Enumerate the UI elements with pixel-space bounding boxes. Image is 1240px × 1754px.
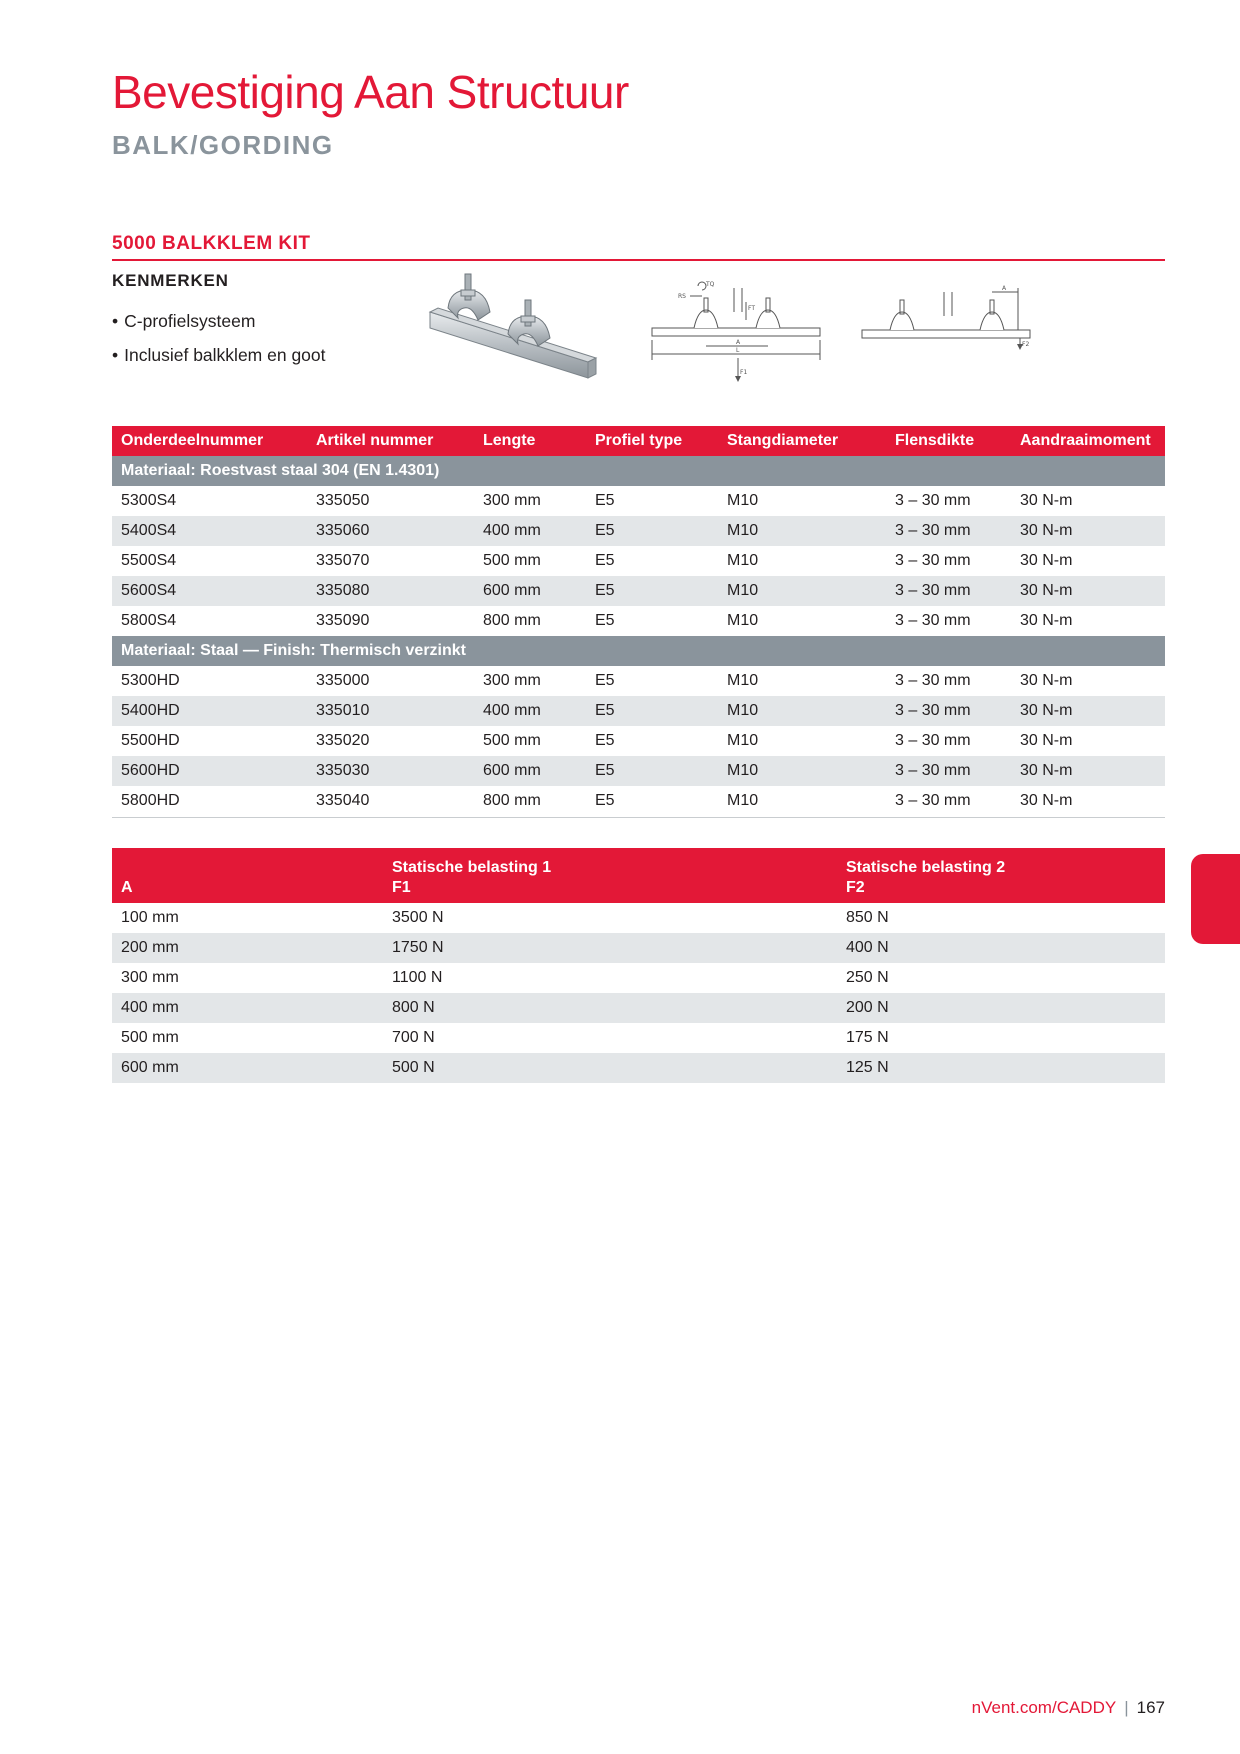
column-header: Onderdeelnummer — [112, 426, 307, 456]
table-row — [112, 1023, 1165, 1053]
table-cell: 600 mm — [112, 1053, 383, 1083]
diagram-label-a: A — [736, 339, 741, 346]
table-cell: 300 mm — [474, 486, 586, 516]
table-cell: 335030 — [307, 756, 474, 786]
table-cell: 700 N — [392, 1029, 435, 1046]
table-row — [112, 606, 1165, 636]
diagram-label-f1: F1 — [740, 369, 748, 376]
diagram-label-ft: FT — [748, 305, 756, 312]
table-row — [112, 516, 1165, 546]
table-cell: 335080 — [307, 576, 474, 606]
table-cell: 30 N-m — [1011, 606, 1165, 636]
table-cell: 250 N — [846, 969, 889, 986]
load-table-header — [112, 848, 1165, 903]
table-cell: 5600S4 — [112, 576, 307, 606]
diagram-label-rs: RS — [678, 293, 686, 300]
product-photo — [428, 272, 598, 387]
column-header: Flensdikte — [886, 426, 1011, 456]
table-cell: 30 N-m — [1011, 576, 1165, 606]
table-cell: 400 mm — [474, 696, 586, 726]
material-group-label: Materiaal: Staal — Finish: Thermisch verzinkt — [112, 636, 1165, 666]
table-row — [112, 903, 1165, 933]
table-cell: 400 mm — [112, 993, 383, 1023]
table-cell: 500 mm — [474, 726, 586, 756]
page-subtitle: BALK/GORDING — [112, 130, 334, 160]
column-header: Artikel nummer — [307, 426, 474, 456]
column-header-f1: Statische belasting 1 F1 — [383, 848, 837, 903]
material-group-row — [112, 636, 1165, 666]
table-row — [112, 486, 1165, 516]
table-cell: 335060 — [307, 516, 474, 546]
table-cell: 3 – 30 mm — [886, 666, 1011, 696]
table-bottom-rule — [112, 817, 1165, 818]
table-cell: 3 – 30 mm — [886, 546, 1011, 576]
table-cell: 800 N — [383, 993, 837, 1023]
table-cell: E5 — [586, 516, 718, 546]
table-cell: E5 — [586, 486, 718, 516]
footer-separator: | — [1124, 1698, 1129, 1717]
table-cell: 335020 — [307, 726, 474, 756]
table-row — [112, 696, 1165, 726]
dimension-diagram-f2 — [858, 282, 1034, 352]
table-row — [112, 786, 1165, 816]
table-cell: 600 mm — [474, 756, 586, 786]
table-cell: 5800S4 — [112, 606, 307, 636]
table-cell: 30 N-m — [1011, 666, 1165, 696]
table-cell: 500 mm — [121, 1029, 179, 1046]
table-cell: M10 — [718, 576, 886, 606]
table-cell: 100 mm — [121, 909, 179, 926]
table-cell: M10 — [718, 786, 886, 816]
table-cell: M10 — [718, 546, 886, 576]
table-cell: E5 — [586, 606, 718, 636]
table-cell: E5 — [586, 756, 718, 786]
section-title: 5000 BALKKLEM KIT — [112, 233, 311, 254]
table-cell: 400 mm — [474, 516, 586, 546]
column-header-a: A — [112, 848, 383, 903]
table-cell: 3 – 30 mm — [886, 606, 1011, 636]
table-cell: 500 N — [383, 1053, 837, 1083]
table-cell: 335070 — [307, 546, 474, 576]
table-row — [112, 546, 1165, 576]
table-cell: 3500 N — [392, 909, 444, 926]
column-header-f2: Statische belasting 2 F2 — [837, 848, 1165, 903]
table-row — [112, 933, 1165, 963]
table-cell: 5300S4 — [112, 486, 307, 516]
table-cell: 30 N-m — [1011, 546, 1165, 576]
table-cell: M10 — [718, 756, 886, 786]
table-cell: 335050 — [307, 486, 474, 516]
table-cell: E5 — [586, 696, 718, 726]
table-cell: E5 — [586, 786, 718, 816]
table-cell: 200 mm — [112, 933, 383, 963]
table-cell: 5800HD — [112, 786, 307, 816]
chapter-tab — [1191, 854, 1240, 944]
table-cell: 3 – 30 mm — [886, 726, 1011, 756]
table-cell: 5500HD — [112, 726, 307, 756]
table-cell: 175 N — [846, 1029, 889, 1046]
table-cell: 1100 N — [392, 969, 443, 986]
table-cell: 30 N-m — [1011, 726, 1165, 756]
table-cell: M10 — [718, 666, 886, 696]
table-cell: E5 — [586, 666, 718, 696]
table-cell: 5600HD — [112, 756, 307, 786]
table-row — [112, 576, 1165, 606]
spec-table-header — [112, 426, 1165, 456]
table-cell: 3 – 30 mm — [886, 516, 1011, 546]
table-cell: 300 mm — [121, 969, 179, 986]
features-heading: KENMERKEN — [112, 271, 229, 290]
load-table — [112, 848, 1165, 1083]
table-row — [112, 756, 1165, 786]
table-cell: M10 — [718, 486, 886, 516]
table-cell: 125 N — [837, 1053, 1165, 1083]
table-cell: 500 mm — [474, 546, 586, 576]
table-cell: 3 – 30 mm — [886, 786, 1011, 816]
table-row — [112, 993, 1165, 1023]
table-cell: 5400HD — [112, 696, 307, 726]
table-row — [112, 666, 1165, 696]
table-row — [112, 1053, 1165, 1083]
diagram-label-a: A — [1002, 285, 1007, 292]
table-cell: 335040 — [307, 786, 474, 816]
table-cell: 3 – 30 mm — [886, 576, 1011, 606]
section-divider — [112, 259, 1165, 261]
table-row — [112, 963, 1165, 993]
table-cell: M10 — [718, 726, 886, 756]
features-list — [112, 304, 326, 372]
table-cell: 5300HD — [112, 666, 307, 696]
table-row — [112, 726, 1165, 756]
table-cell: 3 – 30 mm — [886, 756, 1011, 786]
table-cell: 30 N-m — [1011, 696, 1165, 726]
table-cell: 400 N — [837, 933, 1165, 963]
table-cell: 300 mm — [474, 666, 586, 696]
column-header: Stangdiameter — [718, 426, 886, 456]
table-cell: 30 N-m — [1011, 786, 1165, 816]
table-cell: 800 mm — [474, 606, 586, 636]
column-header: Aandraaimoment — [1011, 426, 1165, 456]
material-group-row — [112, 456, 1165, 486]
footer-site: nVent.com/CADDY — [971, 1698, 1117, 1717]
table-cell: 5500S4 — [112, 546, 307, 576]
table-cell: 335090 — [307, 606, 474, 636]
table-cell: 200 N — [837, 993, 1165, 1023]
table-cell: E5 — [586, 726, 718, 756]
table-cell: M10 — [718, 606, 886, 636]
table-cell: 335000 — [307, 666, 474, 696]
table-cell: 30 N-m — [1011, 516, 1165, 546]
table-cell: M10 — [718, 696, 886, 726]
table-cell: 30 N-m — [1011, 486, 1165, 516]
spec-table — [112, 426, 1165, 816]
page-number: 167 — [1136, 1698, 1165, 1717]
diagram-label-l: L — [736, 347, 740, 354]
table-cell: 850 N — [846, 909, 889, 926]
feature-item: • C-profielsysteem — [112, 304, 326, 338]
page-footer — [972, 1698, 1165, 1718]
diagram-label-tq: TQ — [706, 281, 715, 288]
table-cell: 3 – 30 mm — [886, 696, 1011, 726]
table-cell: 600 mm — [474, 576, 586, 606]
table-cell: 30 N-m — [1011, 756, 1165, 786]
table-cell: 800 mm — [474, 786, 586, 816]
table-cell: 1750 N — [383, 933, 837, 963]
table-cell: E5 — [586, 546, 718, 576]
page-title: Bevestiging Aan Structuur — [112, 66, 629, 118]
diagram-label-f2: F2 — [1022, 341, 1030, 348]
column-header: Lengte — [474, 426, 586, 456]
feature-item: • Inclusief balkklem en goot — [112, 338, 326, 372]
table-cell: 5400S4 — [112, 516, 307, 546]
table-cell: M10 — [718, 516, 886, 546]
column-header: Profiel type — [586, 426, 718, 456]
table-cell: E5 — [586, 576, 718, 606]
dimension-diagram-f1 — [648, 280, 824, 384]
table-cell: 335010 — [307, 696, 474, 726]
material-group-label: Materiaal: Roestvast staal 304 (EN 1.4301) — [112, 456, 1165, 486]
table-cell: 3 – 30 mm — [886, 486, 1011, 516]
